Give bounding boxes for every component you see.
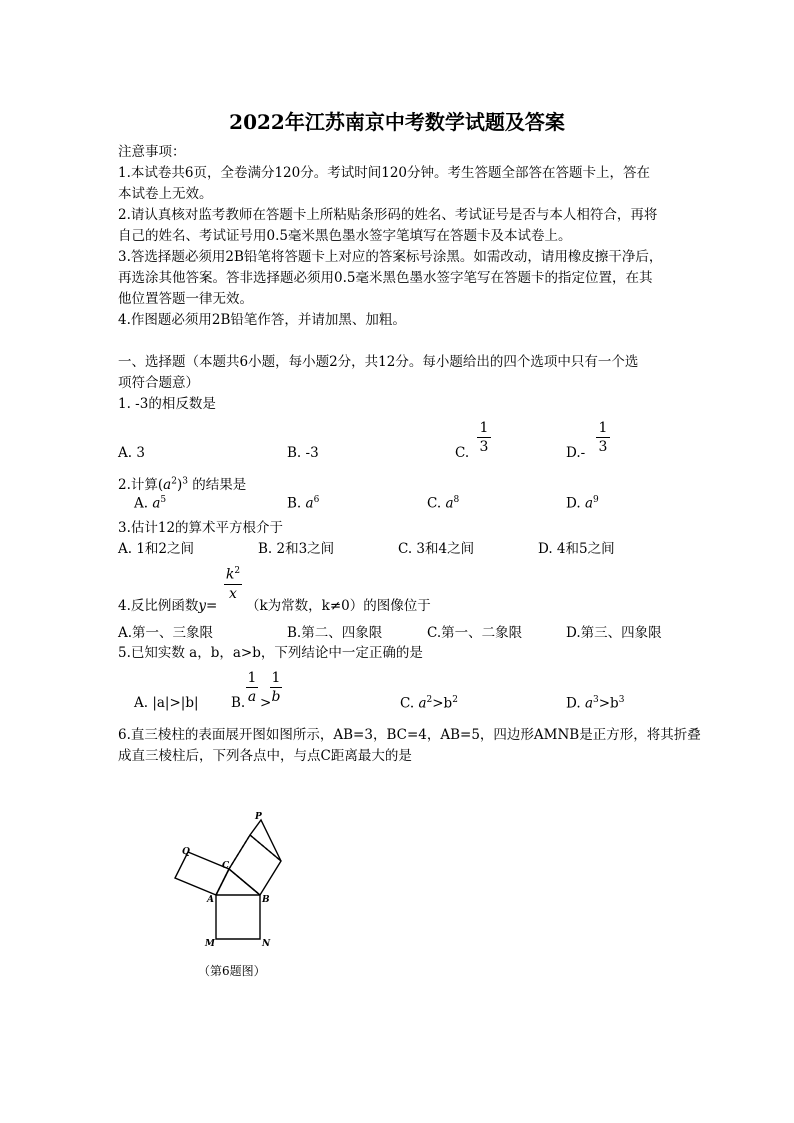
q2-stem-paren: ): [176, 477, 183, 493]
q3-stem: 3.估计12的算术平方根介于: [118, 520, 284, 536]
option-label: D.: [566, 495, 585, 512]
label-c: C: [222, 861, 230, 871]
q4-stem-text: 4.反比例函数: [118, 598, 199, 614]
option-exp: 5: [160, 495, 167, 505]
fraction-numerator: 1: [271, 670, 281, 686]
page-title: 2022年江苏南京中考数学试题及答案: [229, 110, 565, 134]
q4-equals: =: [206, 598, 218, 614]
label-n: N: [262, 939, 271, 949]
q2-stem-exp2: 3: [182, 476, 188, 487]
q2-option-a: [134, 495, 166, 512]
option-relation: >b: [598, 695, 619, 712]
fraction-exp: 2: [234, 566, 241, 576]
section-heading: 项符合题意）: [118, 375, 199, 391]
q1-option-d-fraction: [596, 420, 610, 455]
notice-line: 2.请认真核对监考教师在答题卡上所粘贴条形码的姓名、考试证号是否与本人相符合，再将: [118, 207, 658, 223]
fraction-bar: [224, 584, 242, 585]
option-relation: >b: [432, 695, 453, 712]
option-exp: 8: [453, 495, 460, 505]
q2-option-d: [566, 495, 599, 512]
fraction-bar: [270, 687, 282, 688]
q5-option-b-fraction-1: [246, 670, 258, 705]
notice-line: 4.作图题必须用2B铅笔作答，并请加黑、加粗。: [118, 312, 406, 328]
fraction-bar: [246, 687, 258, 688]
option-var: a: [152, 495, 161, 512]
label-p: P: [255, 812, 262, 822]
q5-option-d: [566, 695, 624, 712]
fraction-var: k: [225, 566, 235, 583]
fraction-numerator: 1: [598, 420, 608, 436]
q1-option-b: B. -3: [287, 445, 319, 461]
option-exp: 2: [426, 695, 433, 705]
q4-var-y: y: [198, 598, 207, 614]
option-exp: 6: [313, 495, 320, 505]
q6-figure: [170, 810, 300, 960]
fraction-numerator: [224, 563, 242, 583]
fraction-bar: [477, 437, 491, 438]
q5-option-b-fraction-2: [270, 670, 282, 705]
q5-stem: 5.已知实数 a，b，a>b，下列结论中一定正确的是: [118, 645, 423, 661]
fraction-denominator: [224, 586, 242, 602]
option-label: C.: [427, 495, 446, 512]
notice-line: 1.本试卷共6页，全卷满分120分。考试时间120分钟。考生答题全部答在答题卡上，答在: [118, 165, 651, 181]
q5-option-b-label: B.: [231, 695, 246, 711]
q4-option-b: B.第二、四象限: [287, 625, 383, 641]
notice-line: 本试卷上无效。: [118, 186, 213, 202]
fraction-bar: [596, 437, 610, 438]
fraction-denominator: 3: [479, 439, 489, 455]
q1-option-a: A. 3: [118, 445, 145, 461]
option-var: a: [445, 495, 454, 512]
notice-line: 他位置答题一律无效。: [118, 291, 253, 307]
option-var: a: [418, 695, 427, 712]
option-var: a: [584, 695, 593, 712]
notice-heading: 注意事项：: [118, 144, 186, 160]
square-abnm: [216, 895, 260, 939]
q6-stem-line2: 成直三棱柱后，下列各点中，与点C距离最大的是: [118, 748, 412, 764]
triangle-top: [250, 820, 281, 861]
rect-aq: [175, 852, 229, 895]
q3-option-b: B. 2和3之间: [258, 541, 335, 557]
fraction-denominator: 3: [598, 439, 608, 455]
notice-line: 自己的姓名、考试证号用0.5毫米黑色墨水签字笔填写在答题卡及本试卷上。: [118, 228, 572, 244]
label-b: B: [262, 895, 270, 905]
section-heading: 一、选择题（本题共6小题，每小题2分，共12分。每小题给出的四个选项中只有一个选: [118, 354, 639, 370]
fraction-var: a: [247, 689, 257, 705]
notice-line: 3.答选择题必须用2B铅笔将答题卡上对应的答案标号涂黑。如需改动，请用橡皮擦干净后，: [118, 249, 663, 265]
q1-stem: 1. -3的相反数是: [118, 396, 216, 412]
option-exp: 3: [593, 695, 599, 705]
q5-option-b-gt: >: [260, 695, 272, 711]
q4-fraction: [224, 563, 242, 602]
q6-figure-caption: （第6题图）: [198, 964, 266, 978]
q1-option-c-prefix: C.: [455, 445, 470, 461]
q5-option-a: A. |a|>|b|: [134, 695, 199, 711]
option-var: a: [305, 495, 314, 512]
label-m: M: [205, 939, 215, 949]
option-exp: 9: [593, 495, 599, 505]
q2-stem-exp1: 2: [171, 476, 177, 487]
q2-stem-var: a: [163, 477, 172, 493]
q5-option-c: [400, 695, 458, 712]
option-label: A.: [134, 495, 153, 512]
q3-option-a: A. 1和2之间: [118, 541, 195, 557]
label-a: A: [207, 895, 214, 905]
q4-option-a: A.第一、三象限: [118, 625, 214, 641]
q2-stem-suffix: 的结果是: [187, 477, 247, 493]
q2-stem-prefix: 2.计算(: [118, 477, 164, 493]
fraction-var: b: [271, 689, 281, 705]
q4-stem-prefix: [118, 594, 217, 614]
option-exp: 2: [452, 695, 458, 705]
fraction-denominator: [270, 689, 282, 705]
q1-option-c-fraction: [477, 420, 491, 455]
option-var: a: [584, 495, 593, 512]
q3-option-d: D. 4和5之间: [538, 541, 615, 557]
q6-stem-line1: 6.直三棱柱的表面展开图如图所示，AB=3，BC=4，AB=5，四边形AMNB是正方形，将其折叠: [118, 727, 701, 743]
q4-stem-suffix: （k为常数，k≠0）的图像位于: [246, 598, 431, 614]
label-q: Q: [182, 847, 190, 857]
q2-stem: [118, 473, 246, 493]
option-label: B.: [287, 495, 306, 512]
q3-option-c: C. 3和4之间: [398, 541, 475, 557]
fraction-numerator: 1: [479, 420, 489, 436]
q4-option-d: D.第三、四象限: [566, 625, 662, 641]
option-exp: 3: [618, 695, 625, 705]
fraction-denominator: [246, 689, 258, 705]
fraction-numerator: 1: [247, 670, 257, 686]
option-label: C.: [400, 695, 419, 712]
q4-option-c: C.第一、二象限: [427, 625, 523, 641]
option-label: D.: [566, 695, 585, 712]
q1-option-d-prefix: D.-: [566, 445, 586, 461]
fraction-var: x: [229, 585, 237, 602]
q2-option-b: [287, 495, 319, 512]
notice-line: 再选涂其他答案。答非选择题必须用0.5毫米黑色墨水签字笔写在答题卡的指定位置，在其: [118, 270, 653, 286]
q2-option-c: [427, 495, 459, 512]
